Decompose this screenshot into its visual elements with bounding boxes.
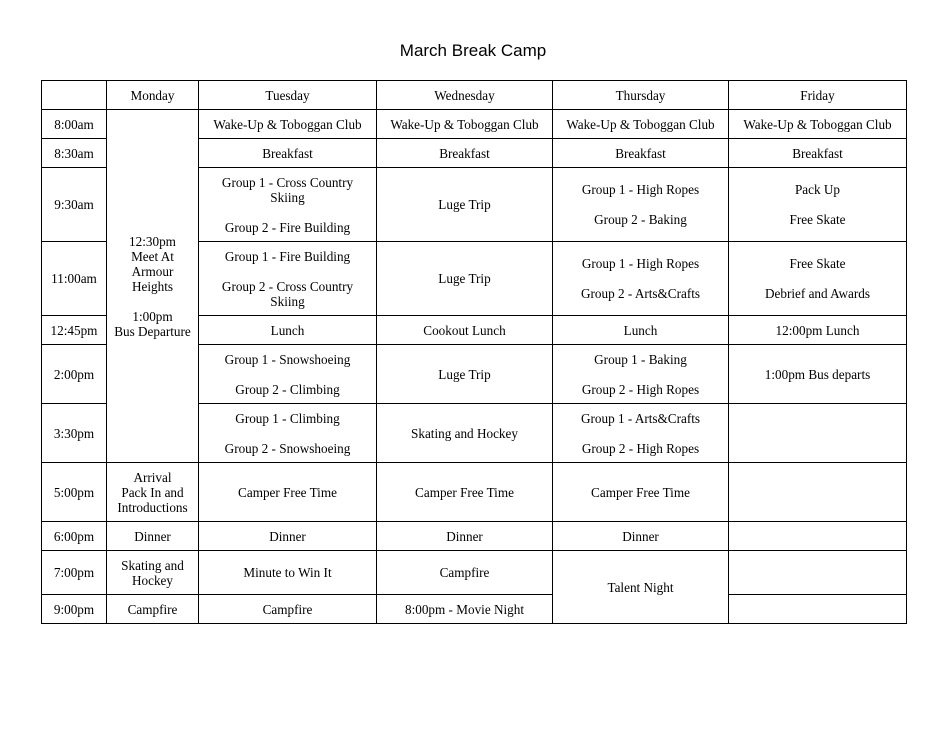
- activity-line: Skiing: [270, 293, 305, 309]
- time-cell: 2:00pm: [42, 345, 107, 404]
- friday-930-cell: [729, 168, 907, 242]
- line-spacer: [205, 426, 370, 441]
- day-header-thursday: Thursday: [553, 81, 729, 110]
- wednesday-movie-night-cell: 8:00pm - Movie Night: [377, 595, 553, 624]
- activity-line: Group 1 - Fire Building: [224, 248, 351, 264]
- time-cell: 11:00am: [42, 242, 107, 316]
- activity-line: Group 2 - Climbing: [235, 381, 340, 397]
- activity-line: Group 1 - Snowshoeing: [224, 351, 351, 367]
- thursday-wake-cell: Wake-Up & Toboggan Club: [553, 110, 729, 139]
- day-header-monday: Monday: [107, 81, 199, 110]
- day-header-tuesday: Tuesday: [199, 81, 377, 110]
- activity-line: Group 2 - Snowshoeing: [224, 440, 351, 456]
- time-cell: 9:00pm: [42, 595, 107, 624]
- activity-line: Group 1 - Arts&Crafts: [580, 410, 701, 426]
- activity-line: Group 2 - Arts&Crafts: [580, 286, 701, 301]
- table-header-row: [42, 81, 907, 110]
- monday-departure-line: Meet At: [131, 248, 174, 264]
- line-spacer: [559, 197, 722, 212]
- friday-500-cell: [729, 463, 907, 522]
- line-spacer: [559, 367, 722, 382]
- activity-line: Group 2 - Baking: [594, 212, 687, 227]
- tuesday-700-cell: Minute to Win It: [199, 551, 377, 595]
- wednesday-free-time-cell: Camper Free Time: [377, 463, 553, 522]
- monday-skating-line: Skating and: [121, 557, 184, 573]
- friday-1100-cell: [729, 242, 907, 316]
- activity-line: Group 2 - High Ropes: [581, 381, 700, 397]
- time-cell: 7:00pm: [42, 551, 107, 595]
- activity-line: Skiing: [270, 189, 305, 205]
- wednesday-wake-cell: Wake-Up & Toboggan Club: [377, 110, 553, 139]
- monday-departure-line: Heights: [131, 278, 174, 294]
- activity-line: Group 1 - High Ropes: [581, 182, 700, 197]
- activity-line: Free Skate: [789, 256, 846, 271]
- monday-arrival-line: Arrival: [133, 469, 172, 485]
- monday-arrival-line: Introductions: [117, 499, 188, 515]
- monday-skating-line: Hockey: [131, 572, 173, 588]
- line-spacer: [735, 197, 900, 212]
- friday-wake-cell: Wake-Up & Toboggan Club: [729, 110, 907, 139]
- monday-departure-line: Armour: [131, 263, 174, 279]
- time-cell: 8:30am: [42, 139, 107, 168]
- activity-line: Group 1 - Climbing: [235, 410, 340, 426]
- friday-200-cell: 1:00pm Bus departs: [729, 345, 907, 404]
- line-spacer: [559, 426, 722, 441]
- friday-breakfast-cell: Breakfast: [729, 139, 907, 168]
- tuesday-breakfast-cell: Breakfast: [199, 139, 377, 168]
- line-spacer: [559, 271, 722, 286]
- wednesday-breakfast-cell: Breakfast: [377, 139, 553, 168]
- tuesday-lunch-cell: Lunch: [199, 316, 377, 345]
- table-row: [42, 551, 907, 595]
- line-spacer: [205, 264, 370, 279]
- time-cell: 5:00pm: [42, 463, 107, 522]
- thursday-free-time-cell: Camper Free Time: [553, 463, 729, 522]
- wednesday-700-cell: Campfire: [377, 551, 553, 595]
- line-spacer: [205, 205, 370, 220]
- tuesday-free-time-cell: Camper Free Time: [199, 463, 377, 522]
- wednesday-330-cell: Skating and Hockey: [377, 404, 553, 463]
- monday-arrival-cell: [107, 463, 199, 522]
- monday-departure-cell: [107, 110, 199, 463]
- tuesday-930-cell: [199, 168, 377, 242]
- friday-900-cell: [729, 595, 907, 624]
- friday-600-cell: [729, 522, 907, 551]
- monday-departure-line: 12:30pm: [129, 233, 176, 249]
- time-cell: 12:45pm: [42, 316, 107, 345]
- monday-departure-line: 1:00pm: [132, 308, 173, 324]
- time-cell: 9:30am: [42, 168, 107, 242]
- thursday-lunch-cell: Lunch: [553, 316, 729, 345]
- thursday-breakfast-cell: Breakfast: [553, 139, 729, 168]
- time-cell: 3:30pm: [42, 404, 107, 463]
- monday-skating-cell: [107, 551, 199, 595]
- monday-departure-line: Bus Departure: [114, 323, 191, 339]
- activity-line: Group 1 - Baking: [594, 351, 687, 367]
- time-cell: 8:00am: [42, 110, 107, 139]
- line-spacer: [735, 271, 900, 286]
- monday-departure-spacer: [113, 294, 192, 309]
- tuesday-200-cell: [199, 345, 377, 404]
- table-row: [42, 522, 907, 551]
- tuesday-campfire-cell: Campfire: [199, 595, 377, 624]
- table-row: [42, 463, 907, 522]
- table-row: [42, 110, 907, 139]
- monday-dinner-cell: Dinner: [107, 522, 199, 551]
- friday-700-cell: [729, 551, 907, 595]
- friday-330-cell: [729, 404, 907, 463]
- thursday-dinner-cell: Dinner: [553, 522, 729, 551]
- wednesday-lunch-cell: Cookout Lunch: [377, 316, 553, 345]
- corner-cell: [42, 81, 107, 110]
- day-header-wednesday: Wednesday: [377, 81, 553, 110]
- activity-line: Free Skate: [789, 212, 846, 227]
- wednesday-200-cell: Luge Trip: [377, 345, 553, 404]
- tuesday-dinner-cell: Dinner: [199, 522, 377, 551]
- wednesday-dinner-cell: Dinner: [377, 522, 553, 551]
- monday-arrival-line: Pack In and: [121, 484, 184, 500]
- day-header-friday: Friday: [729, 81, 907, 110]
- thursday-200-cell: [553, 345, 729, 404]
- table-row: [42, 595, 907, 624]
- line-spacer: [205, 367, 370, 382]
- tuesday-wake-cell: Wake-Up & Toboggan Club: [199, 110, 377, 139]
- thursday-talent-night-cell: Talent Night: [553, 551, 729, 624]
- wednesday-930-cell: Luge Trip: [377, 168, 553, 242]
- thursday-330-cell: [553, 404, 729, 463]
- activity-line: Group 2 - Fire Building: [224, 219, 351, 235]
- activity-line: Group 2 - Cross Country: [221, 278, 354, 294]
- activity-line: Group 1 - Cross Country: [221, 174, 354, 190]
- schedule-table: [41, 80, 907, 624]
- wednesday-1100-cell: Luge Trip: [377, 242, 553, 316]
- thursday-1100-cell: [553, 242, 729, 316]
- tuesday-330-cell: [199, 404, 377, 463]
- page-title: March Break Camp: [399, 41, 547, 60]
- time-cell: 6:00pm: [42, 522, 107, 551]
- activity-line: Group 1 - High Ropes: [581, 256, 700, 271]
- friday-lunch-cell: 12:00pm Lunch: [729, 316, 907, 345]
- thursday-930-cell: [553, 168, 729, 242]
- tuesday-1100-cell: [199, 242, 377, 316]
- activity-line: Debrief and Awards: [765, 286, 870, 301]
- activity-line: Pack Up: [794, 182, 841, 197]
- monday-campfire-cell: Campfire: [107, 595, 199, 624]
- activity-line: Group 2 - High Ropes: [581, 440, 700, 456]
